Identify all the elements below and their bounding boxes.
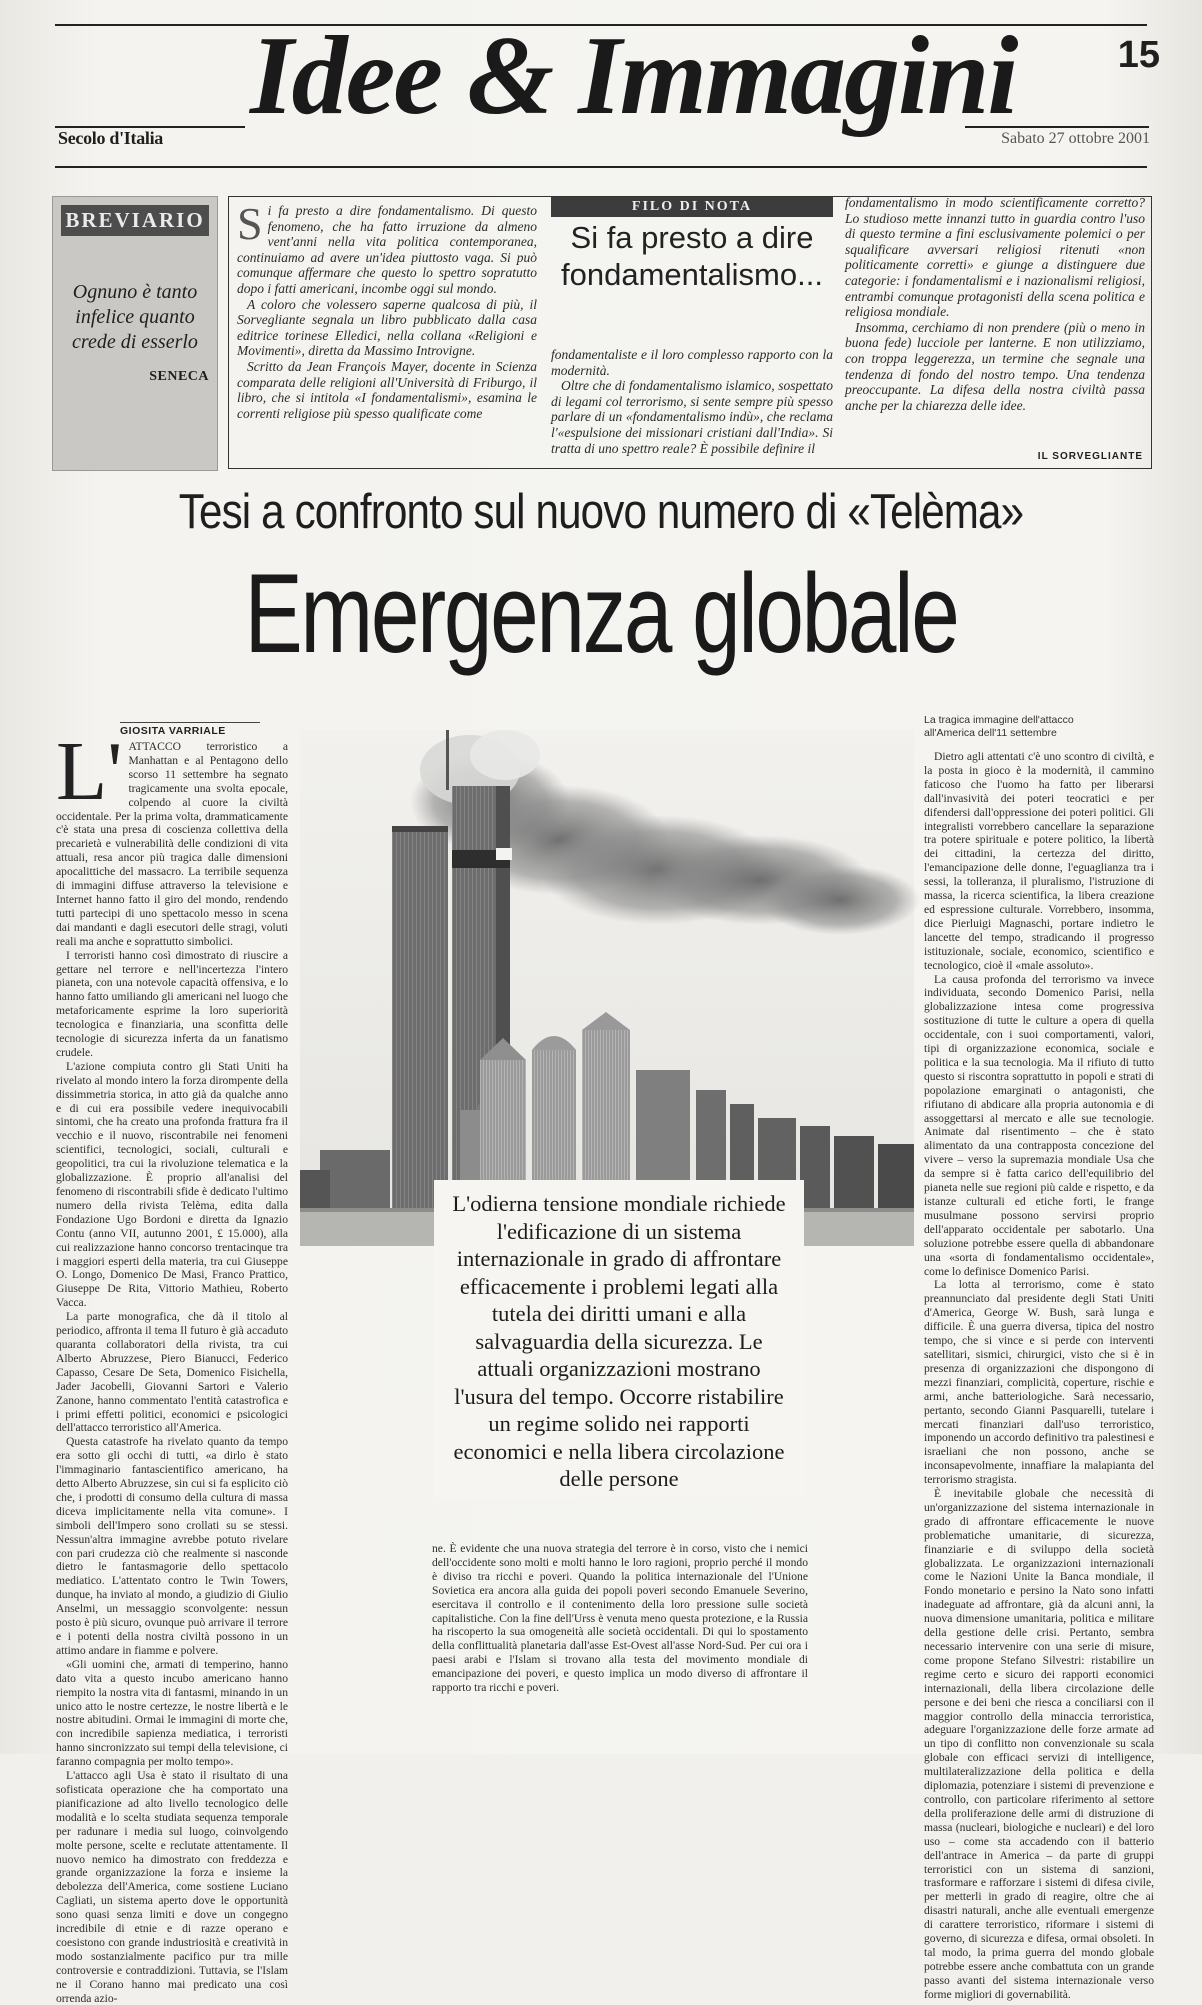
article-paragraph: È inevitabile globale che necessità di un'organizzazione del sistema internazionale in grado di affrontare efficacemente le nuove problematiche umanitarie, di sicurezza, finanziarie e di sviluppo della società globalizzata. Le organizzazioni internazionali come le Nazioni Unite la Banca mondiale, il Fondo monetario e persino la Nato sono infatti inadeguate ad affrontare, già da alcuni anni, la nuova dimensione umanitaria, politica e militare della gestione delle crisi. Pertanto, sembra necessario intervenire con una serie di misure, come propone Stefano Silvestri: ristabilire un regime certo e sicuro dei rapporti economici internazionali, della libera circolazione delle persone e dei beni che riesca a conciliarsi con il maggior controllo della minaccia terroristica, adeguare l'organizzazione delle forze armate ad un tipo di conflitto non convenzionale su scala globale con efficaci servizi di intelligence, multilateralizzazione della politica e della diplomazia, potenziare i sistemi di prevenzione e controllo, con particolare riferimento al settore della proliferazione delle armi di distruzione di massa (nucleari, biologiche e nucleari) e del loro uso – come sta accadendo con il batterio dell'antrace in America – da parte di gruppi terroristici con un sistema di sanzioni, trasformare e rafforzare i sistemi di difesa civile, per metterli in grado di reagire, oltre che ai disastri naturali, anche alle eventuali emergenze di carattere terroristico, riformare i sistemi di governo, di sicurezza e difesa, ormai obsoleti. In tal modo, la prima guerra del mondo globale potrebbe essere anche combattuta con un grande passo avanti del sistema internazionale verso forme migliori di governabilità. xyxy=(924,1487,1154,2001)
article-byline: GIOSITA VARRIALE xyxy=(120,722,260,737)
article-paragraph: La lotta al terrorismo, come è stato preannunciato dal presidente degli Stati Uniti d'America, George W. Bush, sarà lunga e difficile. È una guerra diversa, tipica del nostro tempo, che si vince e si perde con interventi satellitari, sismici, chirurgici, visto che si è in presenza di organizzazioni che dispongono di mezzi finanziari, complicità, coperture, rischie e armi, anche batteriologiche. Sarà necessario, pertanto, secondo Gianni Pasquarelli, tutelare i mercati finanziari dall'uso terroristico, imponendo un accordo definitivo tra palestinesi e israeliani che non possono, anche se inconsapevolmente, innaffiare la malapianta del terrorismo stragista. xyxy=(924,1278,1154,1487)
article-drop-letter: L' xyxy=(56,725,123,818)
article-column-right xyxy=(924,750,1154,2001)
article-headline: Emergenza globale xyxy=(244,551,958,676)
article-paragraph: ATTACCO terroristico a Manhattan e al Pentagono dello scorso 11 settembre ha segnato tragicamente una svolta epocale, colpendo al cuore la civiltà occidentale. Per la prima volta, drammaticamente c'è stata una presa di coscienza collettiva della precarietà e vulnerabilità delle condizioni di vita attuali, resa ancor più tragica dalle dimensioni apocalittiche del massacro. La terribile sequenza di immagini diffuse attraverso la televisione e Internet hanno fatto il giro del mondo, rendendo tutti partecipi di uno spettacolo messo in scena dai mandanti e dagli esecutori delle stragi, voluti reali ma anche e soprattutto simbolici. xyxy=(56,740,288,948)
article-column-middle xyxy=(432,1542,808,1722)
filo-paragraph: A coloro che volessero saperne qualcosa di più, il Sorvegliante segnala un libro pubblicato dalla casa editrice torinese Elledici, nella collana «Religioni e Movimenti», diretta da Massimo Introvigne. xyxy=(237,296,537,359)
filo-column-2 xyxy=(551,347,833,456)
breviario-author: SENECA xyxy=(149,369,209,384)
breviario-label: BREVIARIO xyxy=(61,205,209,236)
article-paragraph: «Gli uomini che, armati di temperino, hanno dato vita a questo incubo americano hanno riempito la nostra vita di fantasmi, minando in un unico atto le nostre certezze, le nostre libertà e le nostre abitudini. Ormai le immagini di morte che, con incredibile sapienza mediatica, i terroristi hanno sincronizzato sui tempi della televisione, ci faranno compagnia per molto tempo». xyxy=(56,1657,288,1769)
page-number: 15 xyxy=(1117,34,1160,76)
article-paragraph: I terroristi hanno così dimostrato di riuscire a gettare nel terrore e nell'incertezza l'intero pianeta, con una notevole capacità offensiva, e lo hanno fatto umiliando gli americani nel luogo che metaforicamente esprime la loro superiorità tecnologica e finanziaria, una sconfitta delle tecnologie di sicurezza inferta da un fanatismo crudele. xyxy=(56,948,288,1059)
filo-dropcap: S xyxy=(237,198,263,249)
filo-signature: IL SORVEGLIANTE xyxy=(1037,451,1143,462)
article-paragraph: Questa catastrofe ha rivelato quanto da tempo era sotto gli occhi di tutti, «a dirlo è stato l'immaginario fantascientifico americano, ha detto Alberto Abruzzese, sin cui si fa esplicito ciò che, i prodotti di consumo della cultura di massa diceva implicitamente nella vita comune». I simboli dell'Impero sono crollati su se stessi. Nessun'altra immagine avrebbe potuto rivelare con pari crudezza ciò che realmente si nasconde dietro le fantasmagorie dello spettacolo mediatico. L'attentato contro le Twin Towers, dunque, ha inviato al mondo, a giudizio di Giulio Anselmi, un messaggio sconvolgente: nessun posto è più sicuro, ovunque può arrivare il terrore e i potenti della nostra civiltà possono in un attimo andare in fiamme e polvere. xyxy=(56,1435,288,1657)
breviario-quote: Ognuno è tanto infelice quanto crede di esserlo xyxy=(72,281,198,353)
article-paragraph: L'azione compiuta contro gli Stati Uniti ha rivelato al mondo intero la forza dirompente della dissimmetria storica, in atto già da qualche anno e di cui era possibile vedere inequivocabili sintomi, che ha creato una profonda frattura fra il vecchio e il nuovo, riscontrabile nei fenomeni scientifici, tecnologici, sociali, culturali e geopolitici, tra cui la rivoluzione telematica e la globalizzazione. È proprio all'analisi del fenomeno di riscontrabili sfide è dedicato l'ultimo numero della rivista Telèma, edita dalla Fondazione Ugo Bordoni e diretta da Ignazio Contu (anno VII, autunno 2001, £ 15.000), alla cui realizzazione hanno concorso trentacinque tra i maggiori esperti della materia, tra cui Giuseppe O. Longo, Domenico De Masi, Franco Prattico, Giuseppe De Rita, Vittorio Mathieu, Roberto Vacca. xyxy=(56,1059,288,1310)
filo-paragraph: fondamentalismo in modo scientificamente corretto? Lo studioso mette innanzi tutto in guardia contro l'uso di questo termine a fini esclusivamente polemici o per squalificare avversari religiosi ritenuti «non politicamente corretti» e giunge a distinguere due categorie: i fondamentalismi e i nazionalismi religiosi, entrambi comunque protagonisti della scena politica e religiosa mondiale. xyxy=(845,195,1145,320)
masthead-bottom-rule xyxy=(55,166,1147,168)
filo-di-nota-label: FILO DI NOTA xyxy=(551,197,833,217)
filo-paragraph: Insomma, cerchiamo di non prendere (più o meno in buona fede) lucciole per lanterne. E non utilizziamo, con troppa leggerezza, un termine che segnale una tendenza di fondo del nostro tempo. Una tendenza preoccupante. La difesa della nostra civiltà passa anche per la chiarezza delle idee. xyxy=(845,319,1145,413)
filo-column-3 xyxy=(845,195,1145,413)
newspaper-name: Secolo d'Italia xyxy=(58,128,164,148)
article-paragraph: La parte monografica, che dà il titolo al periodico, affronta il tema Il futuro è già accaduto quaranta collaboratori della rivista, tra cui Alberto Abruzzese, Piero Bianucci, Federico Capasso, Cesare De Seta, Domenico Fisichella, Jader Jacobelli, Giovanni Sartori e Valerio Zanone, hanno commentato l'entità catastrofica e i primi effetti politici, economici e psicologici dell'attacco terroristico all'America. xyxy=(56,1310,288,1435)
article-paragraph: Dietro agli attentati c'è uno scontro di civiltà, e la posta in gioco è la modernità, il cammino faticoso che l'uomo ha fatto per liberarsi dall'invasività dei poteri teocratici e per difendersi dall'oppressione dei poteri politici. Gli integralisti vorrebbero cancellare la separazione tra potere spirituale e potere politico, la libertà dei cittadini, la certezza del diritto, l'emancipazione delle donne, l'eguaglianza tra i sessi, la tolleranza, il pluralismo, l'istruzione di massa, la ricerca scientifica, la libera creazione ed espressione culturale. Vorrebbero, insomma, dice Pierluigi Magnaschi, portare indietro le lancette del tempo, stradicando il progresso istituzionale, sociale, economico, scientifico e tecnologico, cioè il «male assoluto». xyxy=(924,750,1154,972)
article-paragraph: L'attacco agli Usa è stato il risultato di una sofisticata operazione che ha comportato una pianificazione ad alto livello tecnologico delle modalità e lo scelta studiata sequenza temporale per radunare i media sul luogo, coinvolgendo molte persone, scelte e reclutate attentamente. Il nuovo nemico ha dimostrato con freddezza e grande organizzazione la forza e insieme la debolezza dell'America, come sostiene Luciano Cagliati, un sistema aperto dove le opportunità sono quasi senza limiti e dove un congegno incredibile di etnie e di razze operano e coesistono con grande industriosità e creatività in modo sostanzialmente pacifico pur tra mille controversie e contraddizioni. Tuttavia, se l'Islam ne il Corano hanno mai predicato una così orrenda azio- xyxy=(56,1769,288,2005)
twin-towers-photo xyxy=(300,730,914,1246)
section-masthead: Idee & Immagini xyxy=(250,14,1017,138)
article-kicker: Tesi a confronto sul nuovo numero di «Telèma» xyxy=(178,485,1024,539)
article-paragraph: La causa profonda del terrorismo va invece individuata, secondo Domenico Parisi, nella globalizzazione intesa come progressiva sostituzione di tutte le culture a opera di quella occidentale, con i suoi comportamenti, valori, tipi di organizzazione economica, sociale e politica e la sua tecnologia. Ma il rifiuto di tutto questo si riscontra soprattutto in popoli e strati di popolazione emarginati o antagonisti, che rifiutano di abdicare alla propria autonomia e di assoggettarsi al mercato e alle sue tecnologie. Animate dal risentimento – che è stato alimentato da una contrapposta concezione del vivere – verso la supremazia mondiale Usa che da sempre si è fatta carico dell'equilibrio del pianeta nelle sue regioni più calde e rispetto, e da istanze culturali ed etiche forti, le frange musulmane possono servirsi proprio dell'apparato occidentale per sabotarlo. Una soluzione potrebbe essere quella di abbandonare una «sorta di fondamentalismo occidentale», come lo definisce Domenico Parisi. xyxy=(924,972,1154,1278)
filo-paragraph: Oltre che di fondamentalismo islamico, sospettato di legami col terrorismo, si sente sempre più spesso parlare di un «fondamentalismo indù», che reclama l'«espulsione dei missionari cristiani dall'India». Si tratta di uno spettro reale? È possibile definire il xyxy=(551,378,833,456)
filo-paragraph: Scritto da Jean François Mayer, docente in Scienza comparata delle religioni all'Università di Friburgo, il libro, che si intitola «I fondamentalismi», esamina le correnti religiose più spesso qualificate come xyxy=(237,358,537,421)
filo-paragraph: fondamentaliste e il loro complesso rapporto con la modernità. xyxy=(551,347,833,378)
breviario-box xyxy=(52,196,218,471)
filo-di-nota-title: Si fa presto a dire fondamentalismo... xyxy=(561,220,823,292)
filo-paragraph: i fa presto a dire fondamentalismo. Di questo fenomeno, che ha fatto irruzione da almeno vent'anni nella vita politica contemporanea, continuiamo ad avere un'idea piuttosto vaga. Si può comunque affermare che questo lo spettro sopratutto dopo i fatti americani, incombe oggi sul mondo. xyxy=(237,203,537,296)
issue-date: Sabato 27 ottobre 2001 xyxy=(1001,130,1150,147)
pull-quote: L'odierna tensione mondiale richiede l'edificazione di un sistema internazionale in grado di affrontare efficacemente i problemi legati alla tutela dei diritti umani e alla salvaguardia della sicurezza. Le attuali organizzazioni mostrano l'usura del tempo. Occorre ristabilire un regime solido nei rapporti economici e nella libera circolazione delle persone xyxy=(434,1180,804,1498)
filo-di-nota-box xyxy=(228,196,1152,469)
photo-caption: La tragica immagine dell'attacco all'America dell'11 settembre xyxy=(924,714,1074,739)
twin-towers-illustration xyxy=(300,730,914,1246)
filo-column-1 xyxy=(237,198,537,421)
article-paragraph: ne. È evidente che una nuova strategia del terrore è in corso, visto che i nemici dell'occidente sono molti e molti hanno le loro ragioni, proprio perché il mondo è diviso tra ricchi e poveri. Quando la politica internazionale del l'Unione Sovietica era ancora alla guida dei popoli poveri secondo Emanuele Severino, esercitava il controllo e il contenimento della loro pressione sulle società capitalistiche. Con la fine dell'Urss è venuta meno questa protezione, e la Russia ha riscoperto la sua omogeneità alle società occidentali. Di qui lo spostamento della conflittualità planetaria dall'asse Est-Ovest all'asse Nord-Sud. Per cui ora i paesi arabi e l'Islam si trovano alla testa del movimento mondiale di emancipazione dei poveri, e questo implica un modo diverso di affrontare il rapporto tra ricchi e poveri. xyxy=(432,1542,808,1695)
